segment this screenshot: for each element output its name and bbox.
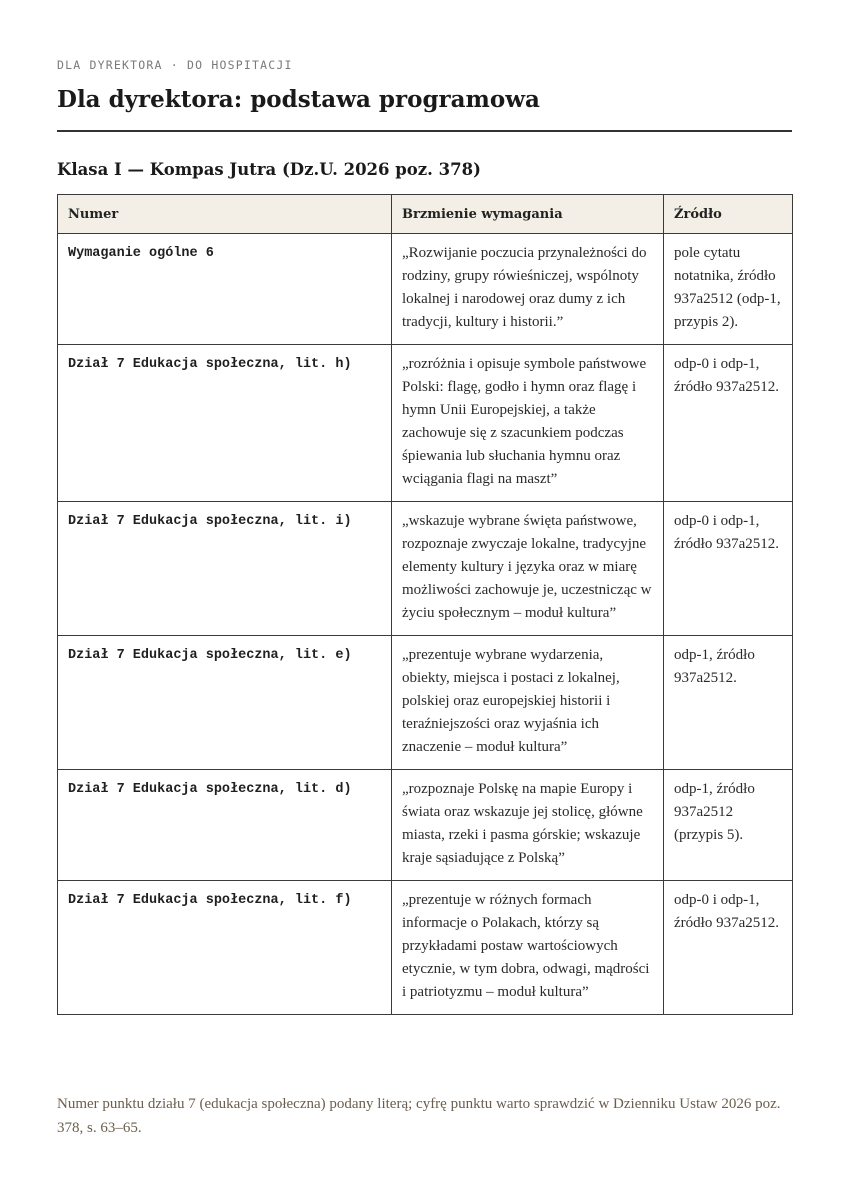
table-row: [58, 770, 793, 881]
cell-zrodlo: odp-1, źródło 937a2512.: [664, 636, 793, 770]
table-row: [58, 636, 793, 770]
table-row: [58, 345, 793, 502]
table-row: [58, 881, 793, 1015]
section-subtitle: Klasa I — Kompas Jutra (Dz.U. 2026 poz. 378): [57, 160, 481, 179]
cell-zrodlo: odp-0 i odp-1, źródło 937a2512.: [664, 881, 793, 1015]
cell-brzmienie: „rozróżnia i opisuje symbole państwowe Polski: flagę, godło i hymn oraz flagę i hymn Unii Europejskiej, a także zachowuje się z szacunkiem podczas śpiewania lub słuchania hymnu oraz wciągania flagi na maszt”: [392, 345, 664, 502]
cell-brzmienie: „Rozwijanie poczucia przynależności do rodziny, grupy rówieśniczej, wspólnoty lokalnej i narodowej oraz dumy z ich tradycji, kultury i historii.”: [392, 234, 664, 345]
table-row: [58, 234, 793, 345]
requirements-table: [57, 194, 793, 1015]
cell-brzmienie: „wskazuje wybrane święta państwowe, rozpoznaje zwyczaje lokalne, tradycyjne elementy kultury i języka oraz w miarę możliwości zachowuje je, uczestnicząc w życiu społecznym – moduł kultura”: [392, 502, 664, 636]
cell-zrodlo: pole cytatu notatnika, źródło 937a2512 (odp-1, przypis 2).: [664, 234, 793, 345]
cell-numer: Dział 7 Edukacja społeczna, lit. e): [58, 636, 392, 770]
cell-numer: Wymaganie ogólne 6: [58, 234, 392, 345]
page-kicker: DLA DYREKTORA · DO HOSPITACJI: [57, 58, 293, 72]
cell-zrodlo: odp-0 i odp-1, źródło 937a2512.: [664, 502, 793, 636]
cell-brzmienie: „prezentuje wybrane wydarzenia, obiekty, miejsca i postaci z lokalnej, polskiej oraz europejskiej historii i teraźniejszości oraz wyjaśnia ich znaczenie – moduł kultura”: [392, 636, 664, 770]
title-divider: [57, 130, 792, 132]
page-title: Dla dyrektora: podstawa programowa: [57, 86, 540, 113]
column-header-brzmienie: Brzmienie wymagania: [392, 195, 664, 234]
cell-numer: Dział 7 Edukacja społeczna, lit. d): [58, 770, 392, 881]
cell-zrodlo: odp-1, źródło 937a2512 (przypis 5).: [664, 770, 793, 881]
cell-brzmienie: „prezentuje w różnych formach informacje o Polakach, którzy są przykładami postaw wartościowych etycznie, w tym dobra, odwagi, mądrości i patriotyzmu – moduł kultura”: [392, 881, 664, 1015]
column-header-zrodlo: Źródło: [664, 195, 793, 234]
cell-numer: Dział 7 Edukacja społeczna, lit. f): [58, 881, 392, 1015]
column-header-numer: Numer: [58, 195, 392, 234]
cell-brzmienie: „rozpoznaje Polskę na mapie Europy i świata oraz wskazuje jej stolicę, główne miasta, rzeki i pasma górskie; wskazuje kraje sąsiadujące z Polską”: [392, 770, 664, 881]
cell-numer: Dział 7 Edukacja społeczna, lit. i): [58, 502, 392, 636]
cell-numer: Dział 7 Edukacja społeczna, lit. h): [58, 345, 392, 502]
table-footnote: Numer punktu działu 7 (edukacja społeczna) podany literą; cyfrę punktu warto sprawdzić w Dzienniku Ustaw 2026 poz. 378, s. 63–65.: [57, 1096, 781, 1136]
cell-zrodlo: odp-0 i odp-1, źródło 937a2512.: [664, 345, 793, 502]
table-header-row: [58, 195, 793, 234]
table-row: [58, 502, 793, 636]
